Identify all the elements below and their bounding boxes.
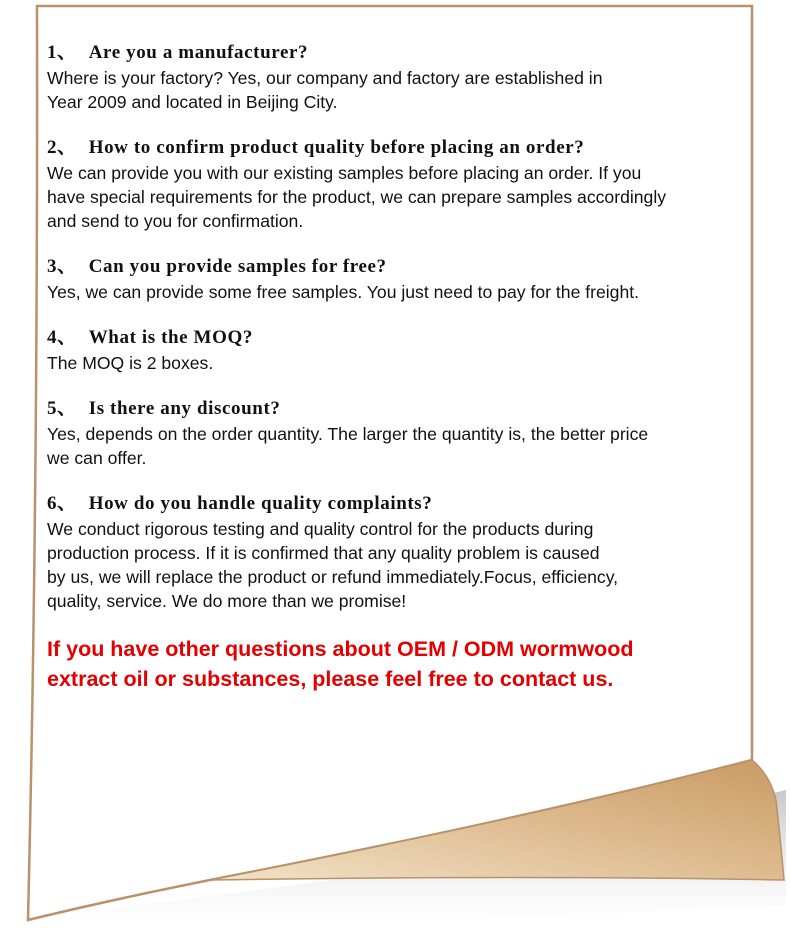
answer-line: Where is your factory? Yes, our company and factory are established in xyxy=(47,68,603,88)
answer-line: The MOQ is 2 boxes. xyxy=(47,353,214,373)
answer-line: we can offer. xyxy=(47,448,147,468)
faq-item-5 xyxy=(47,396,782,470)
faq-content xyxy=(47,40,782,694)
question-number: 3、 xyxy=(47,256,77,277)
question-text: What is the MOQ? xyxy=(88,327,253,348)
faq-item-3 xyxy=(47,254,782,304)
contact-line: If you have other questions about OEM / ODM wormwood xyxy=(47,637,634,661)
faq-answer xyxy=(47,351,782,375)
question-number: 6、 xyxy=(47,493,77,514)
faq-answer xyxy=(47,422,782,470)
question-number: 4、 xyxy=(47,327,77,348)
faq-item-2 xyxy=(47,135,782,233)
faq-item-6 xyxy=(47,491,782,613)
answer-line: Year 2009 and located in Beijing City. xyxy=(47,92,338,112)
faq-answer xyxy=(47,517,782,613)
contact-notice xyxy=(47,634,782,694)
faq-answer xyxy=(47,161,782,233)
answer-line: Yes, we can provide some free samples. You just need to pay for the freight. xyxy=(47,282,640,302)
question-text: Is there any discount? xyxy=(88,398,281,419)
faq-item-4 xyxy=(47,325,782,375)
question-text: Are you a manufacturer? xyxy=(88,42,309,63)
question-text: How to confirm product quality before placing an order? xyxy=(88,137,585,158)
answer-line: by us, we will replace the product or refund immediately.Focus, efficiency, xyxy=(47,567,619,587)
faq-question xyxy=(47,40,782,66)
question-text: How do you handle quality complaints? xyxy=(88,493,433,514)
faq-answer xyxy=(47,66,782,114)
faq-question xyxy=(47,396,782,422)
question-text: Can you provide samples for free? xyxy=(88,256,387,277)
answer-line: and send to you for confirmation. xyxy=(47,211,304,231)
answer-line: Yes, depends on the order quantity. The larger the quantity is, the better price xyxy=(47,424,649,444)
question-number: 2、 xyxy=(47,137,77,158)
answer-line: have special requirements for the product, we can prepare samples accordingly xyxy=(47,187,667,207)
question-number: 1、 xyxy=(47,42,77,63)
faq-item-1 xyxy=(47,40,782,114)
question-number: 5、 xyxy=(47,398,77,419)
faq-question xyxy=(47,135,782,161)
faq-question xyxy=(47,254,782,280)
answer-line: We conduct rigorous testing and quality control for the products during xyxy=(47,519,594,539)
contact-line: extract oil or substances, please feel free to contact us. xyxy=(47,667,614,691)
answer-line: quality, service. We do more than we promise! xyxy=(47,591,407,611)
faq-answer xyxy=(47,280,782,304)
answer-line: We can provide you with our existing samples before placing an order. If you xyxy=(47,163,642,183)
faq-question xyxy=(47,491,782,517)
answer-line: production process. If it is confirmed that any quality problem is caused xyxy=(47,543,600,563)
faq-question xyxy=(47,325,782,351)
